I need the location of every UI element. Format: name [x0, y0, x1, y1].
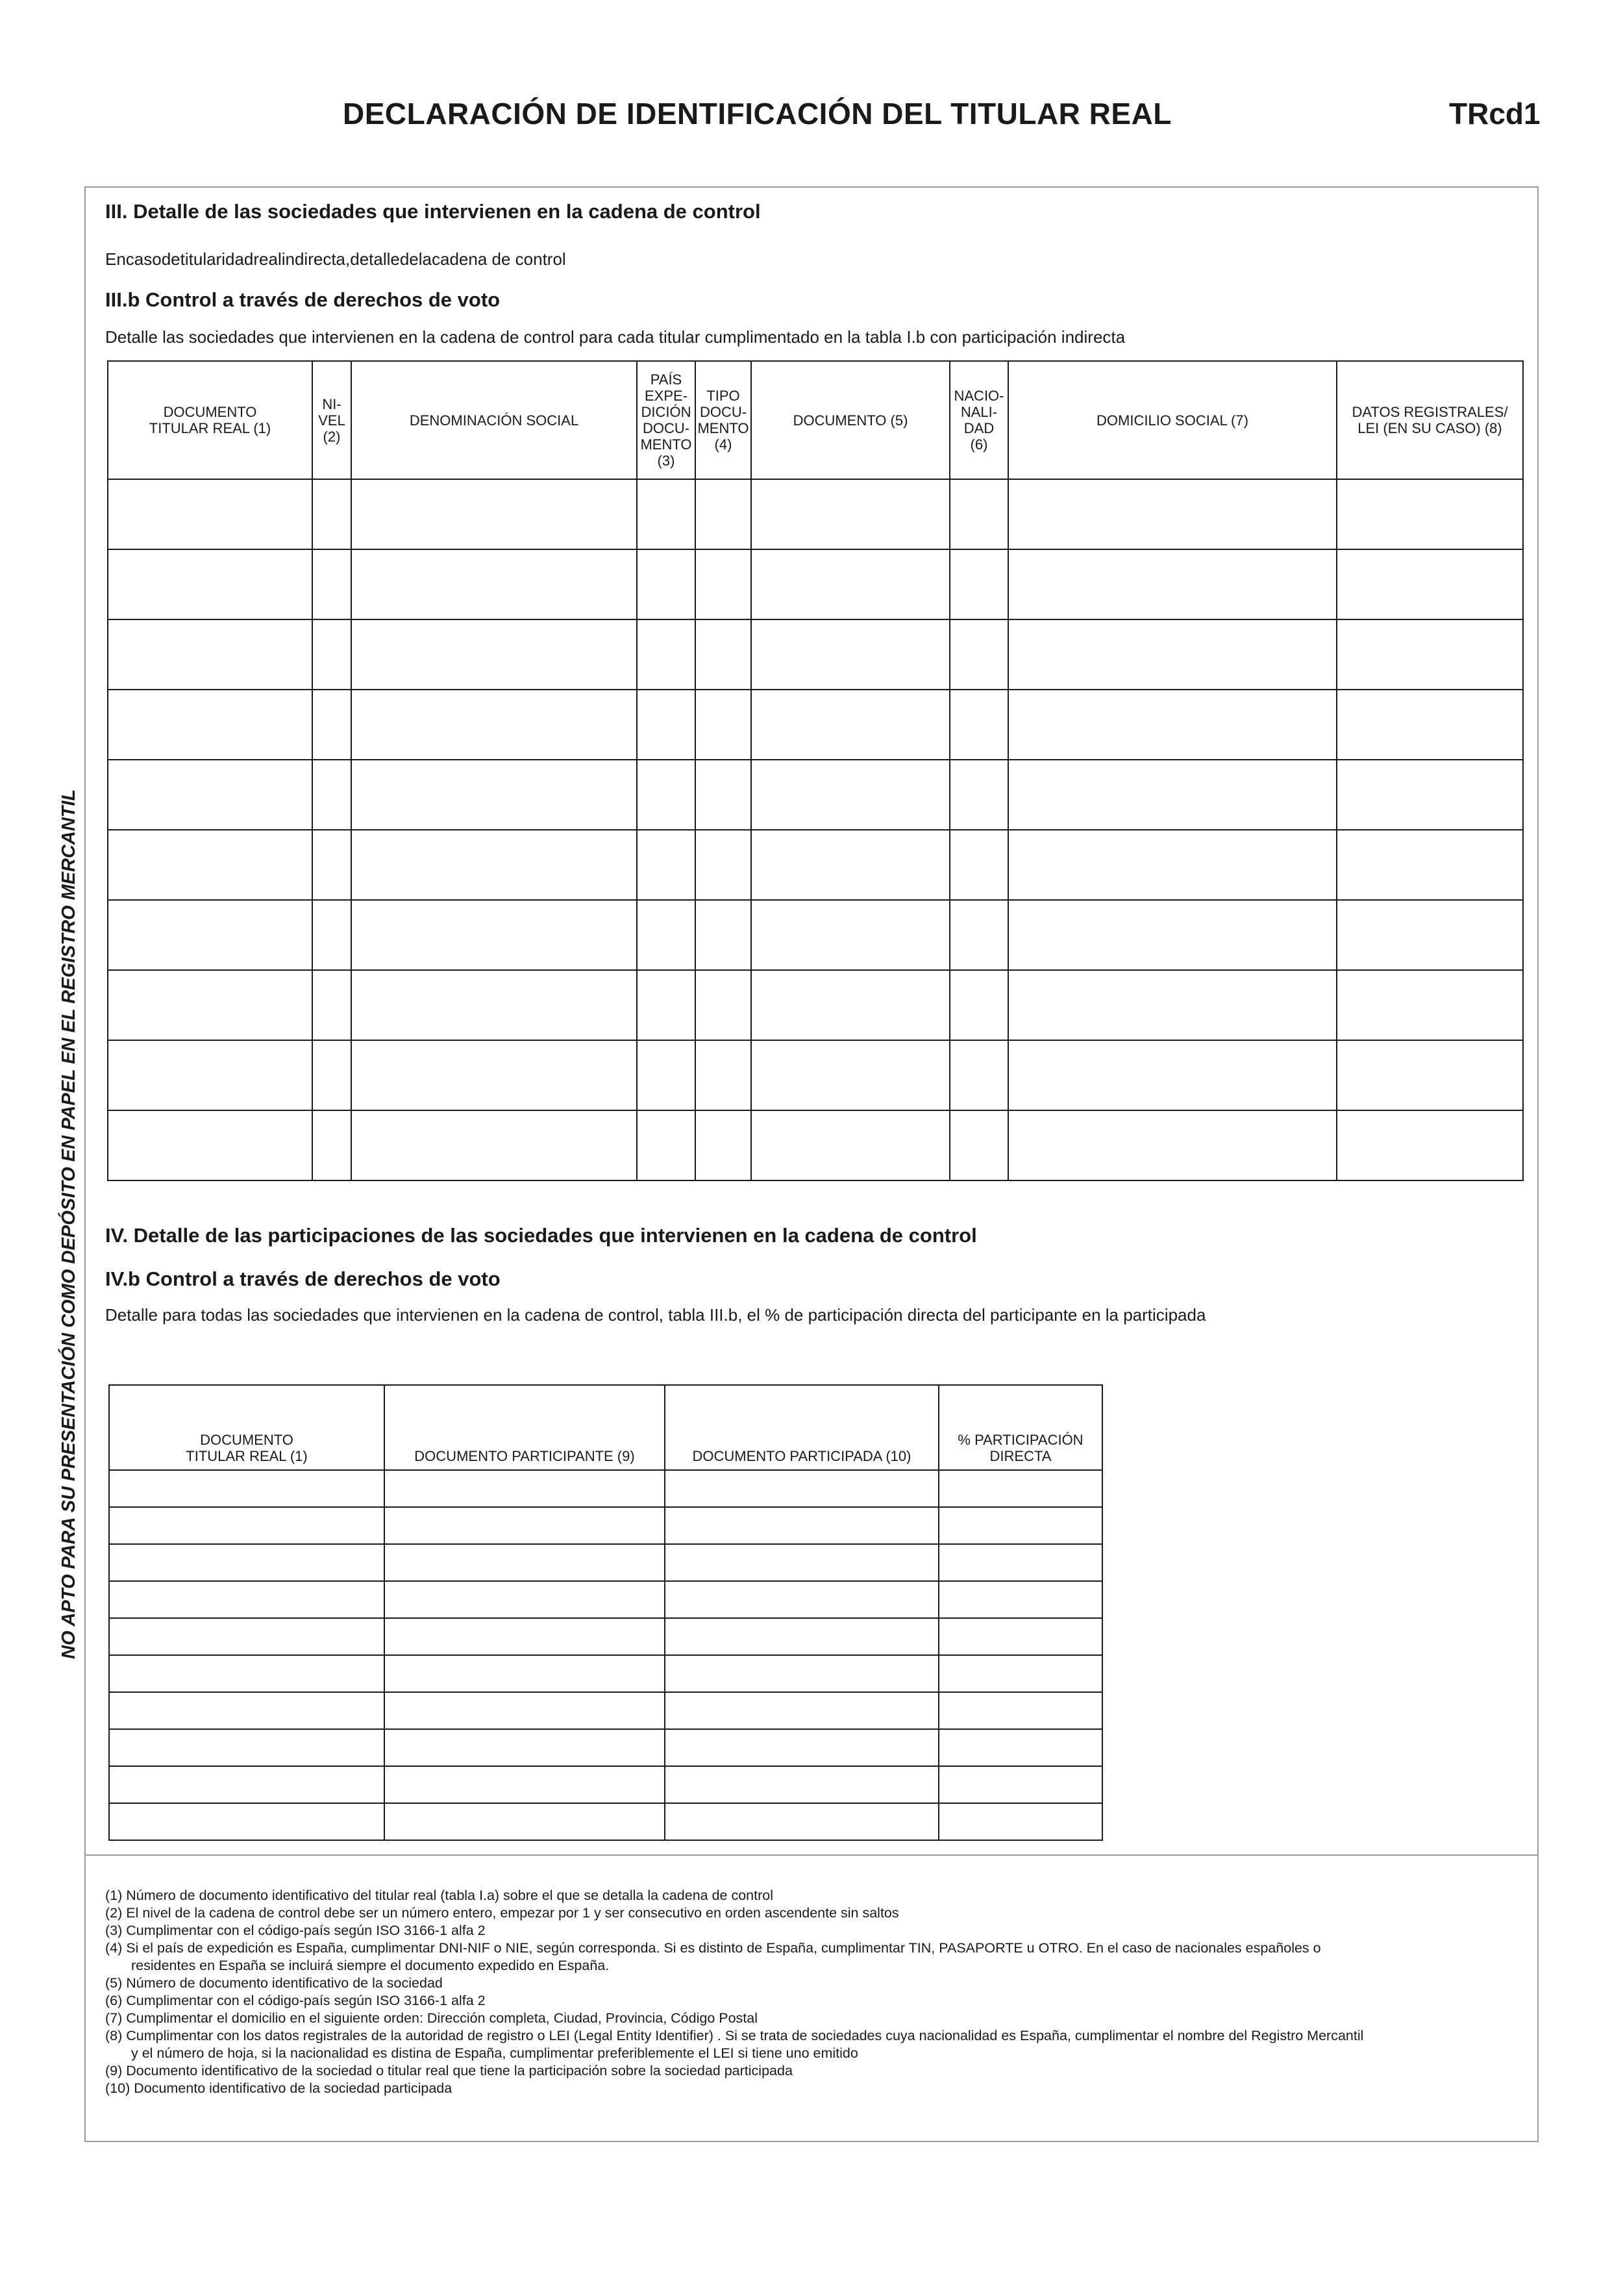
input-cell[interactable]	[351, 760, 637, 830]
input-cell[interactable]	[1008, 549, 1337, 619]
column-header	[1008, 361, 1337, 479]
column-header	[109, 1385, 384, 1470]
input-cell[interactable]	[950, 690, 1008, 760]
table-row	[109, 1766, 1102, 1803]
column-header-line: DATOS REGISTRALES/	[1352, 404, 1508, 420]
column-header-line: DOCUMENTO PARTICIPANTE (9)	[414, 1448, 635, 1464]
input-cell[interactable]	[1008, 970, 1337, 1040]
input-cell[interactable]	[351, 549, 637, 619]
input-cell[interactable]	[109, 1581, 384, 1618]
footnotes	[105, 1887, 1527, 2097]
input-cell[interactable]	[751, 690, 950, 760]
input-cell[interactable]	[312, 970, 351, 1040]
input-cell[interactable]	[108, 1110, 312, 1180]
table-row	[108, 830, 1523, 900]
input-cell[interactable]	[108, 479, 312, 549]
input-cell[interactable]	[1337, 900, 1523, 970]
input-cell[interactable]	[1337, 690, 1523, 760]
input-cell[interactable]	[108, 900, 312, 970]
input-cell[interactable]	[695, 900, 751, 970]
input-cell[interactable]	[665, 1507, 939, 1544]
column-header	[939, 1385, 1102, 1470]
input-cell[interactable]	[1337, 549, 1523, 619]
column-header	[384, 1385, 665, 1470]
column-header	[312, 361, 351, 479]
input-cell[interactable]	[351, 619, 637, 690]
input-cell[interactable]	[695, 690, 751, 760]
input-cell[interactable]	[1008, 1040, 1337, 1110]
input-cell[interactable]	[1008, 1110, 1337, 1180]
input-cell[interactable]	[109, 1544, 384, 1581]
table-row	[109, 1655, 1102, 1692]
footnote: (3) Cumplimentar con el código-país según ISO 3166-1 alfa 2	[105, 1923, 486, 1938]
column-header-line: TITULAR REAL (1)	[186, 1448, 308, 1464]
input-cell[interactable]	[637, 900, 695, 970]
column-header-line: (6)	[970, 436, 988, 453]
input-cell[interactable]	[695, 1110, 751, 1180]
input-cell[interactable]	[108, 549, 312, 619]
input-cell[interactable]	[109, 1655, 384, 1692]
input-cell[interactable]	[950, 760, 1008, 830]
input-cell[interactable]	[351, 479, 637, 549]
column-header-line: EXPE-	[644, 388, 688, 404]
table-row	[108, 970, 1523, 1040]
column-header-line: PAÍS	[650, 371, 682, 388]
input-cell[interactable]	[312, 549, 351, 619]
input-cell[interactable]	[109, 1470, 384, 1507]
footnote: (2) El nivel de la cadena de control debe ser un número entero, empezar por 1 y ser consecutivo en orden ascendente sin saltos	[105, 1905, 899, 1921]
footnote: (6) Cumplimentar con el código-país según ISO 3166-1 alfa 2	[105, 1993, 486, 2008]
footnotes-divider	[86, 1854, 1537, 1856]
input-cell[interactable]	[108, 830, 312, 900]
section-iiib-title: III.b Control a través de derechos de voto	[105, 288, 501, 311]
input-cell[interactable]	[1337, 970, 1523, 1040]
input-cell[interactable]	[1337, 830, 1523, 900]
section-iii-description: Encasodetitularidadrealindirecta,detalledelacadena de control	[105, 249, 566, 269]
column-header-line: DOCU-	[642, 420, 690, 436]
input-cell[interactable]	[950, 479, 1008, 549]
input-cell[interactable]	[109, 1766, 384, 1803]
input-cell[interactable]	[665, 1729, 939, 1766]
input-cell[interactable]	[637, 760, 695, 830]
input-cell[interactable]	[109, 1729, 384, 1766]
column-header	[351, 361, 637, 479]
input-cell[interactable]	[351, 900, 637, 970]
input-cell[interactable]	[384, 1692, 665, 1729]
input-cell[interactable]	[637, 479, 695, 549]
control-chain-table	[107, 360, 1524, 1181]
input-cell[interactable]	[1337, 1040, 1523, 1110]
input-cell[interactable]	[108, 619, 312, 690]
column-header-line: VEL	[318, 412, 345, 429]
section-iii-title: III. Detalle de las sociedades que intervienen en la cadena de control	[105, 200, 761, 223]
input-cell[interactable]	[384, 1581, 665, 1618]
input-cell[interactable]	[665, 1618, 939, 1655]
column-header	[637, 361, 695, 479]
column-header-line: MENTO	[640, 436, 692, 453]
input-cell[interactable]	[637, 619, 695, 690]
input-cell[interactable]	[695, 760, 751, 830]
input-cell[interactable]	[695, 549, 751, 619]
input-cell[interactable]	[1337, 479, 1523, 549]
input-cell[interactable]	[950, 619, 1008, 690]
input-cell[interactable]	[939, 1803, 1102, 1840]
input-cell[interactable]	[1008, 900, 1337, 970]
input-cell[interactable]	[109, 1692, 384, 1729]
input-cell[interactable]	[939, 1655, 1102, 1692]
table-row	[108, 900, 1523, 970]
column-header-line: NI-	[322, 395, 341, 412]
column-header-line: MENTO	[697, 420, 749, 436]
input-cell[interactable]	[751, 900, 950, 970]
table-row	[108, 1110, 1523, 1180]
column-header	[751, 361, 950, 479]
footnote: (5) Número de documento identificativo de la sociedad	[105, 1975, 443, 1991]
input-cell[interactable]	[351, 970, 637, 1040]
input-cell[interactable]	[939, 1618, 1102, 1655]
column-header-line: (3)	[657, 453, 675, 469]
column-header-line: (2)	[323, 428, 341, 445]
table-header-row	[109, 1385, 1102, 1470]
input-cell[interactable]	[109, 1507, 384, 1544]
input-cell[interactable]	[751, 830, 950, 900]
column-header-line: DIRECTA	[989, 1448, 1052, 1464]
table-row	[109, 1692, 1102, 1729]
input-cell[interactable]	[351, 830, 637, 900]
column-header-line: DOCUMENTO (5)	[793, 412, 908, 429]
column-header-line: DOCUMENTO	[163, 404, 257, 420]
input-cell[interactable]	[384, 1729, 665, 1766]
input-cell[interactable]	[751, 1110, 950, 1180]
column-header-line: DICIÓN	[641, 404, 691, 420]
input-cell[interactable]	[312, 760, 351, 830]
input-cell[interactable]	[939, 1581, 1102, 1618]
column-header-line: TITULAR REAL (1)	[149, 420, 271, 436]
input-cell[interactable]	[312, 830, 351, 900]
footnote: residentes en España se incluirá siempre el documento expedido en España.	[131, 1958, 610, 1973]
input-cell[interactable]	[312, 900, 351, 970]
footnote: (10) Documento identificativo de la sociedad participada	[105, 2080, 452, 2096]
input-cell[interactable]	[695, 970, 751, 1040]
input-cell[interactable]	[950, 1040, 1008, 1110]
column-header-line: NACIO-	[954, 388, 1004, 404]
section-ivb-description: Detalle para todas las sociedades que intervienen en la cadena de control, tabla III.b, el % de participación directa del participante en la participada	[105, 1305, 1206, 1325]
footnote: (1) Número de documento identificativo del titular real (tabla I.a) sobre el que se detalla la cadena de control	[105, 1888, 773, 1903]
input-cell[interactable]	[108, 690, 312, 760]
input-cell[interactable]	[665, 1692, 939, 1729]
section-iiib-description: Detalle las sociedades que intervienen en la cadena de control para cada titular cumplimentado en la tabla I.b con participación indirecta	[105, 327, 1126, 347]
input-cell[interactable]	[950, 549, 1008, 619]
table-row	[109, 1803, 1102, 1840]
column-header-line: DOCU-	[699, 404, 747, 420]
input-cell[interactable]	[665, 1655, 939, 1692]
input-cell[interactable]	[939, 1766, 1102, 1803]
input-cell[interactable]	[637, 970, 695, 1040]
input-cell[interactable]	[384, 1470, 665, 1507]
input-cell[interactable]	[1008, 619, 1337, 690]
column-header	[108, 361, 312, 479]
input-cell[interactable]	[665, 1766, 939, 1803]
input-cell[interactable]	[950, 830, 1008, 900]
input-cell[interactable]	[312, 619, 351, 690]
input-cell[interactable]	[665, 1470, 939, 1507]
table-row	[108, 479, 1523, 549]
table-row	[109, 1470, 1102, 1507]
input-cell[interactable]	[751, 970, 950, 1040]
table-row	[109, 1544, 1102, 1581]
input-cell[interactable]	[695, 1040, 751, 1110]
input-cell[interactable]	[751, 549, 950, 619]
footnote: (7) Cumplimentar el domicilio en el siguiente orden: Dirección completa, Ciudad, Provincia, Código Postal	[105, 2010, 758, 2026]
vertical-side-note: NO APTO PARA SU PRESENTACIÓN COMO DEPÓSITO EN PAPEL EN EL REGISTRO MERCANTIL	[58, 789, 79, 1659]
input-cell[interactable]	[312, 1040, 351, 1110]
input-cell[interactable]	[695, 479, 751, 549]
participations-table	[108, 1384, 1103, 1841]
input-cell[interactable]	[384, 1507, 665, 1544]
input-cell[interactable]	[695, 619, 751, 690]
table-row	[108, 760, 1523, 830]
column-header	[1337, 361, 1523, 479]
column-header	[695, 361, 751, 479]
column-header-line: DOMICILIO SOCIAL (7)	[1096, 412, 1248, 429]
footnote: (9) Documento identificativo de la sociedad o titular real que tiene la participación sobre la sociedad participada	[105, 2063, 793, 2078]
input-cell[interactable]	[108, 970, 312, 1040]
input-cell[interactable]	[637, 549, 695, 619]
input-cell[interactable]	[384, 1803, 665, 1840]
input-cell[interactable]	[312, 690, 351, 760]
input-cell[interactable]	[1337, 619, 1523, 690]
input-cell[interactable]	[351, 1110, 637, 1180]
table-row	[108, 690, 1523, 760]
input-cell[interactable]	[637, 830, 695, 900]
input-cell[interactable]	[108, 760, 312, 830]
input-cell[interactable]	[109, 1803, 384, 1840]
input-cell[interactable]	[751, 479, 950, 549]
footnote: y el número de hoja, si la nacionalidad es distina de España, cumplimentar preferiblemente el LEI si tiene uno emitido	[131, 2045, 858, 2061]
input-cell[interactable]	[665, 1581, 939, 1618]
input-cell[interactable]	[939, 1507, 1102, 1544]
input-cell[interactable]	[108, 1040, 312, 1110]
input-cell[interactable]	[637, 690, 695, 760]
footnote: (8) Cumplimentar con los datos registrales de la autoridad de registro o LEI (Legal Entity Identifier) . Si se trata de sociedades cuya nacionalidad es España, cumplimentar el nombre del Registro Mercantil	[105, 2028, 1364, 2043]
input-cell[interactable]	[351, 1040, 637, 1110]
column-header-line: TIPO	[706, 388, 740, 404]
section-iv-title: IV. Detalle de las participaciones de las sociedades que intervienen en la cadena de control	[105, 1224, 977, 1247]
column-header	[950, 361, 1008, 479]
input-cell[interactable]	[939, 1470, 1102, 1507]
input-cell[interactable]	[665, 1803, 939, 1840]
input-cell[interactable]	[950, 1110, 1008, 1180]
input-cell[interactable]	[751, 619, 950, 690]
table-row	[108, 549, 1523, 619]
input-cell[interactable]	[939, 1692, 1102, 1729]
column-header	[665, 1385, 939, 1470]
input-cell[interactable]	[751, 760, 950, 830]
input-cell[interactable]	[351, 690, 637, 760]
column-header-line: % PARTICIPACIÓN	[958, 1432, 1084, 1448]
input-cell[interactable]	[312, 479, 351, 549]
table-row	[109, 1581, 1102, 1618]
input-cell[interactable]	[1008, 690, 1337, 760]
input-cell[interactable]	[939, 1729, 1102, 1766]
input-cell[interactable]	[665, 1544, 939, 1581]
column-header-line: DAD	[963, 420, 995, 436]
input-cell[interactable]	[312, 1110, 351, 1180]
input-cell[interactable]	[695, 830, 751, 900]
input-cell[interactable]	[384, 1766, 665, 1803]
input-cell[interactable]	[384, 1544, 665, 1581]
input-cell[interactable]	[384, 1655, 665, 1692]
table-row	[109, 1618, 1102, 1655]
form-code: TRcd1	[1449, 97, 1541, 131]
column-header-line: DENOMINACIÓN SOCIAL	[409, 412, 579, 429]
input-cell[interactable]	[109, 1618, 384, 1655]
column-header-line: NALI-	[960, 404, 998, 420]
input-cell[interactable]	[637, 1040, 695, 1110]
table-row	[109, 1507, 1102, 1544]
input-cell[interactable]	[939, 1544, 1102, 1581]
input-cell[interactable]	[950, 970, 1008, 1040]
input-cell[interactable]	[1337, 760, 1523, 830]
column-header-line: LEI (EN SU CASO) (8)	[1357, 420, 1502, 436]
input-cell[interactable]	[1337, 1110, 1523, 1180]
column-header-line: DOCUMENTO PARTICIPADA (10)	[692, 1448, 911, 1464]
table-row	[108, 619, 1523, 690]
column-header-line: DOCUMENTO	[200, 1432, 293, 1448]
table-row	[109, 1729, 1102, 1766]
table-header-row	[108, 361, 1523, 479]
input-cell[interactable]	[1008, 830, 1337, 900]
input-cell[interactable]	[950, 900, 1008, 970]
input-cell[interactable]	[751, 1040, 950, 1110]
table-row	[108, 1040, 1523, 1110]
page-title: DECLARACIÓN DE IDENTIFICACIÓN DEL TITULAR REAL	[343, 97, 1172, 131]
footnote: (4) Si el país de expedición es España, cumplimentar DNI-NIF o NIE, según corresponda. Si es distinto de España, cumplimentar TIN, PASAPORTE u OTRO. En el caso de nacionales españoles o	[105, 1940, 1321, 1956]
input-cell[interactable]	[1008, 760, 1337, 830]
input-cell[interactable]	[637, 1110, 695, 1180]
input-cell[interactable]	[384, 1618, 665, 1655]
section-ivb-title: IV.b Control a través de derechos de voto	[105, 1267, 501, 1290]
input-cell[interactable]	[1008, 479, 1337, 549]
column-header-line: (4)	[714, 436, 732, 453]
